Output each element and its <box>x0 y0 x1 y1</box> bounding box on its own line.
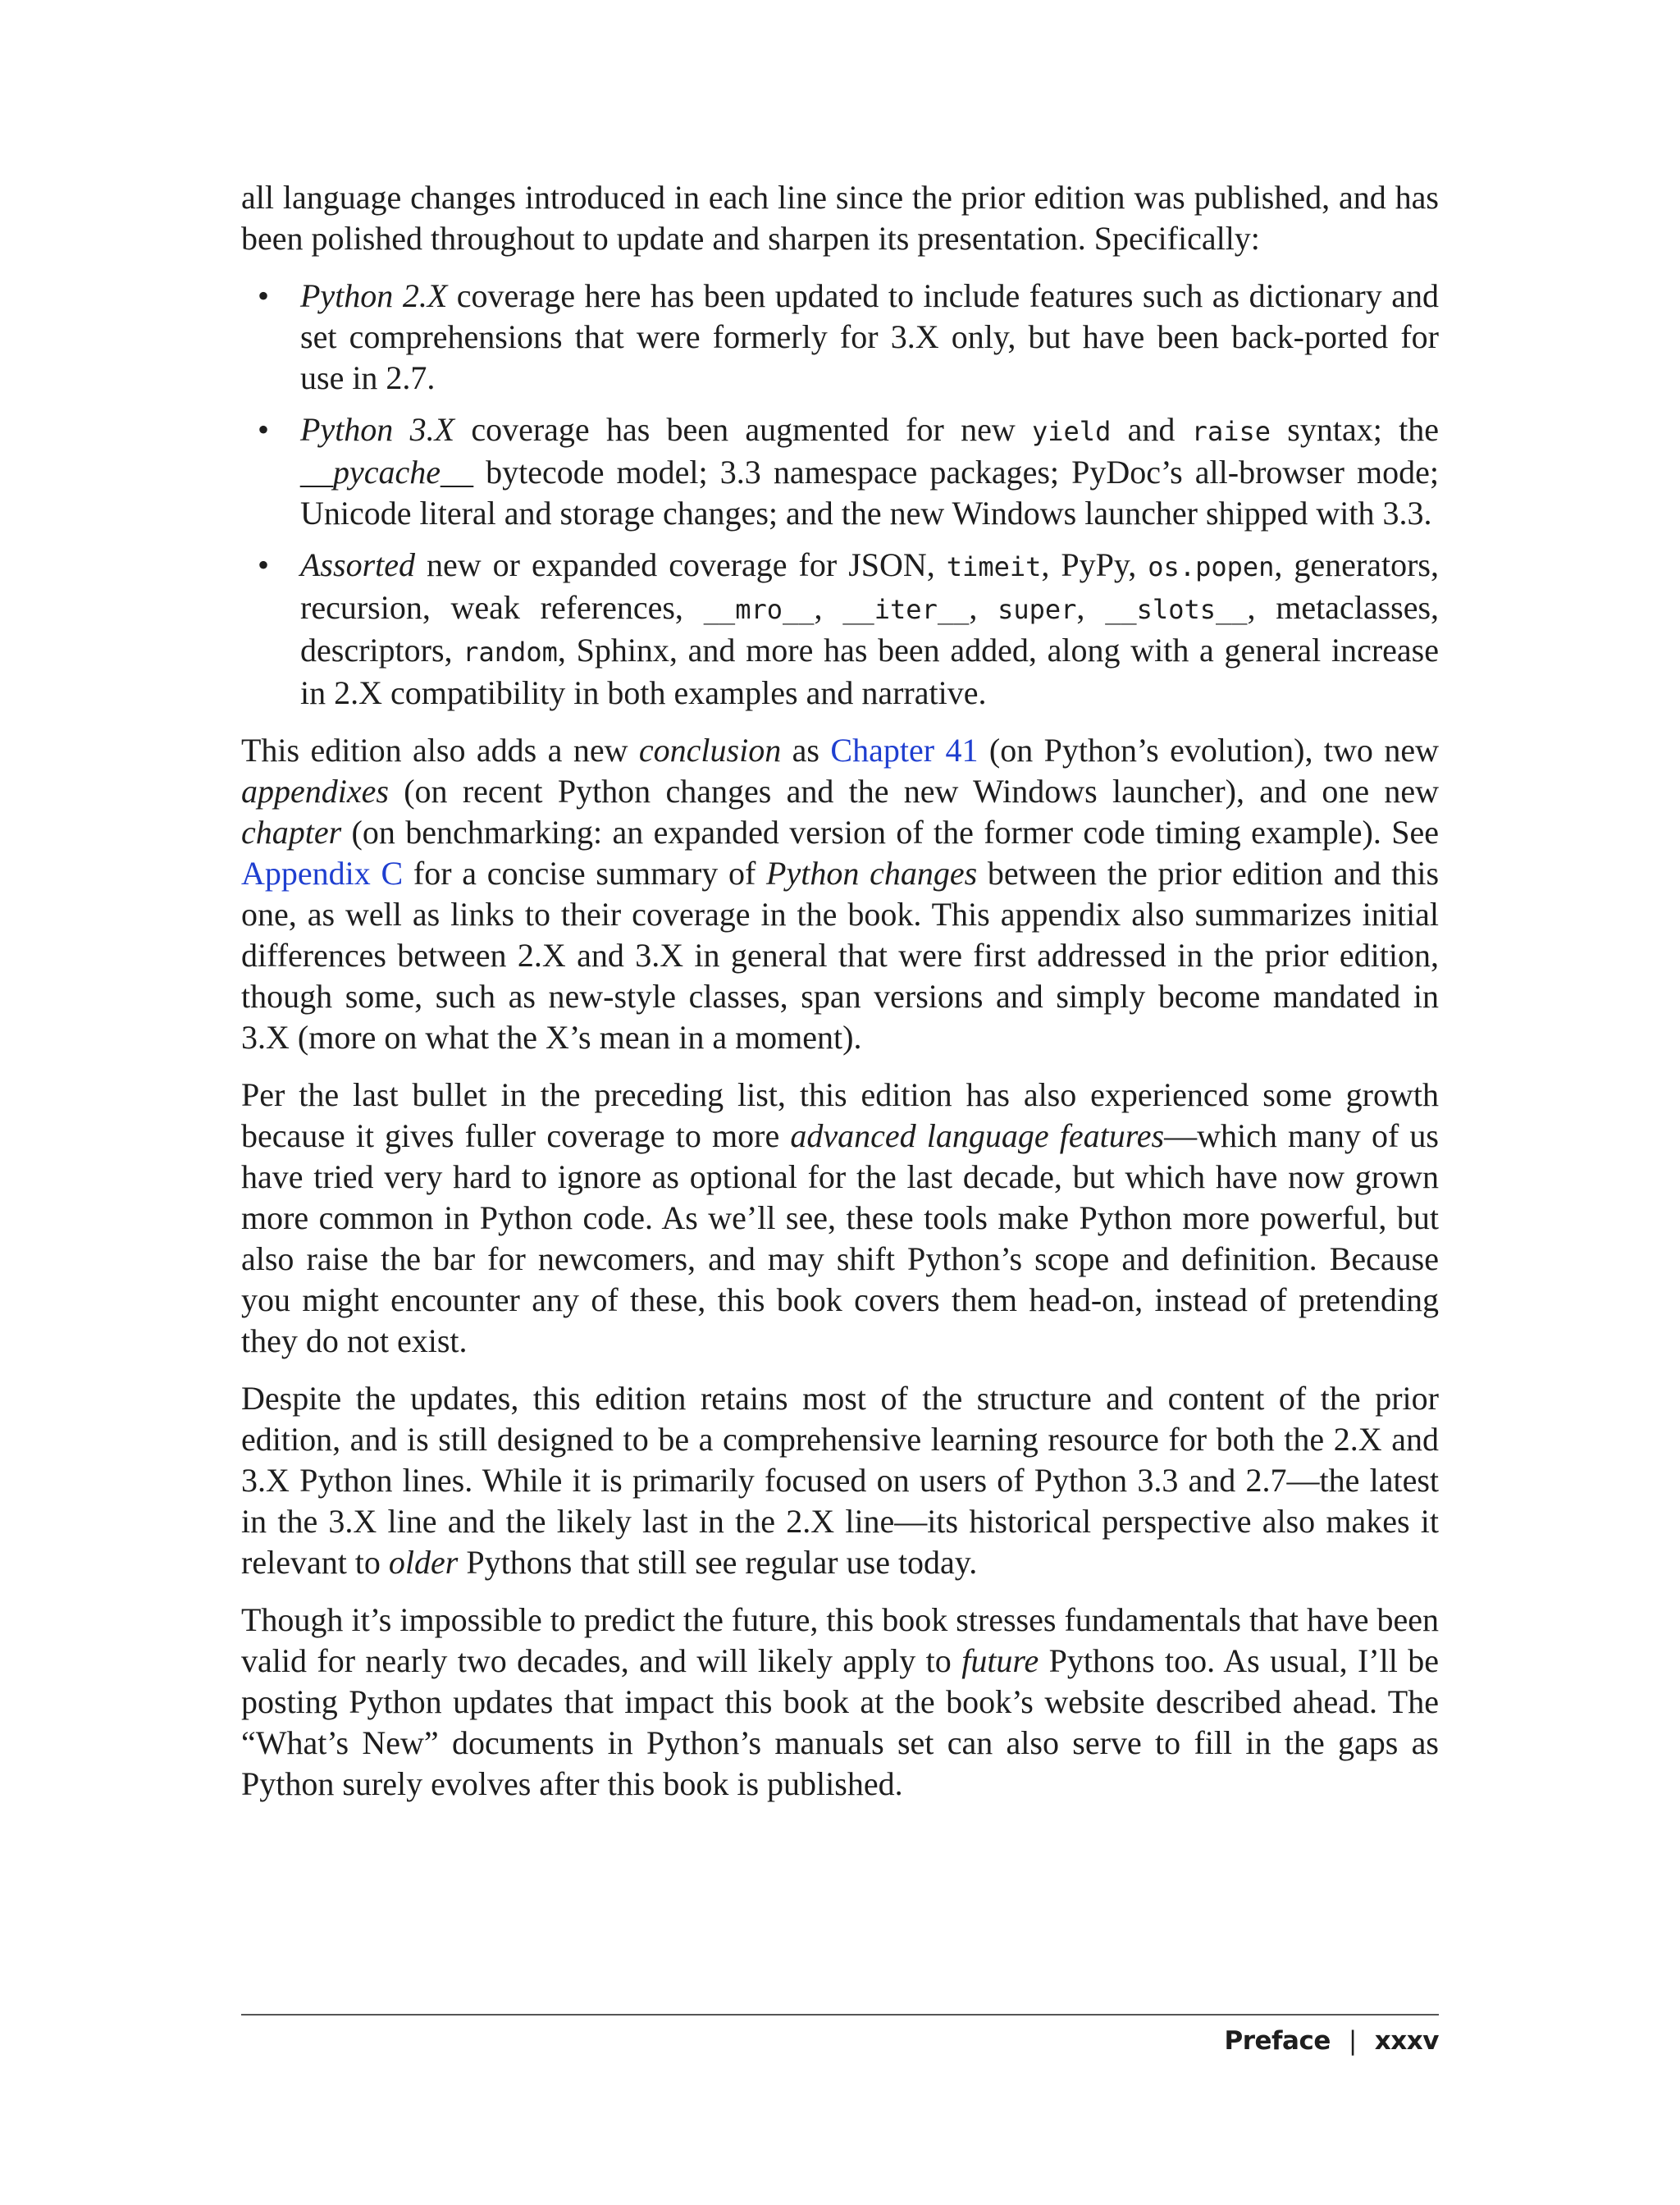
bullet-text: , generators, recursion, weak references, <box>300 546 1439 626</box>
italic-term: advanced language features <box>790 1117 1165 1154</box>
chapter-41-link[interactable]: Chapter 41 <box>830 732 979 769</box>
footer-separator: | <box>1348 2026 1357 2056</box>
bullet-text: new or expanded coverage for JSON, <box>415 546 947 583</box>
text-run: Pythons too. As usual, I’ll be posting Python updates that impact this book at the book’s website described ahead. The “What’s New” documents in Python’s manuals set can also serve to fill in the gaps as Python surely evolves after this book is published. <box>241 1642 1440 1802</box>
code-term: __mro__ <box>703 594 815 625</box>
code-term: super <box>998 594 1077 625</box>
bullet-text: syntax; the <box>1271 411 1439 448</box>
text-run: This edition also adds a new <box>241 732 639 769</box>
text-run: Pythons that still see regular use today. <box>458 1544 978 1581</box>
bullet-text: , metaclasses, descriptors, <box>300 589 1440 669</box>
italic-term: appendixes <box>241 773 389 810</box>
italic-term: chapter <box>241 814 342 851</box>
text-run: for a concise summary of <box>403 855 767 892</box>
code-term: __iter__ <box>842 594 970 625</box>
appendix-c-link[interactable]: Appendix C <box>241 855 404 892</box>
bullet-marker: • <box>258 411 270 448</box>
bullet-text: , <box>969 589 998 626</box>
code-term: raise <box>1191 416 1271 447</box>
bullet-text: , <box>1076 589 1106 626</box>
bullet-text: coverage here has been updated to include features such as dictionary and set comprehensions that were formerly for 3.X only, but have been back-ported for use in 2.7. <box>300 277 1439 396</box>
text-run: between the prior edition and this one, as well as links to their coverage in the book. This appendix also summarizes initial differences between 2.X and 3.X in general that were first addressed in the prior edition, though some, such as new-style classes, span versions and simply become mandated in 3.X (more on what the X’s mean in a moment). <box>241 855 1440 1056</box>
italic-term: conclusion <box>638 732 782 769</box>
bullet-text: , <box>814 589 843 626</box>
bullet-text: , Sphinx, and more has been added, along with a general increase in 2.X compatibility in both examples and narrative. <box>300 632 1439 711</box>
page-number: xxxv <box>1374 2026 1439 2056</box>
italic-term: Python changes <box>766 855 978 892</box>
intro-text: all language changes introduced in each line since the prior edition was published, and has been polished throughout to update and sharpen its presentation. Specifically: <box>241 179 1439 257</box>
text-run: Though it’s impossible to predict the future, this book stresses fundamentals that have been valid for nearly two decades, and will likely apply to <box>241 1601 1439 1679</box>
paragraph-future <box>241 1600 1439 1805</box>
intro-paragraph <box>241 177 1439 259</box>
code-term: random <box>463 637 558 668</box>
bullet-python-3x <box>241 409 1439 534</box>
bullet-lead: Python 3.X <box>300 411 455 448</box>
bullet-text: coverage has been augmented for new <box>454 411 1032 448</box>
page-body <box>241 177 1439 1821</box>
bullet-lead: Python 2.X <box>300 277 448 314</box>
footer-rule <box>241 2014 1439 2016</box>
page-footer <box>1225 2026 1440 2056</box>
code-term: yield <box>1032 416 1112 447</box>
text-run: —which many of us have tried very hard to ignore as optional for the last decade, but which have now grown more common in Python code. As we’ll see, these tools make Python more powerful, but also raise the bar for newcomers, and may shift Python’s scope and definition. Because you might encounter any of these, this book covers them head-on, instead of pretending they do not exist. <box>241 1117 1440 1359</box>
footer-section-title: Preface <box>1224 2026 1331 2056</box>
text-run: Despite the updates, this edition retains most of the structure and content of the prior edition, and is still designed to be a comprehensive learning resource for both the 2.X and 3.X Python lines. While it is primarily focused on users of Python 3.3 and 2.7—the latest in the 3.X line and the likely last in the 2.X line—its historical perspective also makes it relevant to <box>241 1380 1439 1581</box>
text-run: (on benchmarking: an expanded version of the former code timing example). See <box>341 814 1439 851</box>
text-run: Per the last bullet in the preceding list, this edition has also experienced some growth because it gives fuller coverage to more <box>241 1076 1439 1154</box>
bullet-text: and <box>1111 411 1192 448</box>
code-term: os.popen <box>1148 551 1275 582</box>
code-term: __slots__ <box>1105 594 1248 625</box>
text-run: as <box>781 732 831 769</box>
bullet-python-2x <box>241 276 1439 399</box>
italic-term: __pycache__ <box>300 454 474 491</box>
paragraph-new-content <box>241 730 1439 1058</box>
bullet-marker: • <box>258 277 270 314</box>
paragraph-structure <box>241 1378 1439 1583</box>
italic-term: older <box>388 1544 459 1581</box>
text-run: (on recent Python changes and the new Windows launcher), and one new <box>388 773 1439 810</box>
bullet-marker: • <box>258 546 270 583</box>
text-run: (on Python’s evolution), two new <box>978 732 1439 769</box>
paragraph-advanced-features <box>241 1075 1439 1362</box>
bullet-text: , PyPy, <box>1041 546 1148 583</box>
code-term: timeit <box>946 551 1042 582</box>
feature-bullet-list <box>241 276 1439 714</box>
bullet-lead: Assorted <box>300 546 415 583</box>
bullet-assorted <box>241 545 1439 714</box>
bullet-text: bytecode model; 3.3 namespace packages; PyDoc’s all-browser mode; Unicode literal and storage changes; and the new Windows launcher shipped with 3.3. <box>300 454 1439 532</box>
italic-term: future <box>961 1642 1039 1679</box>
